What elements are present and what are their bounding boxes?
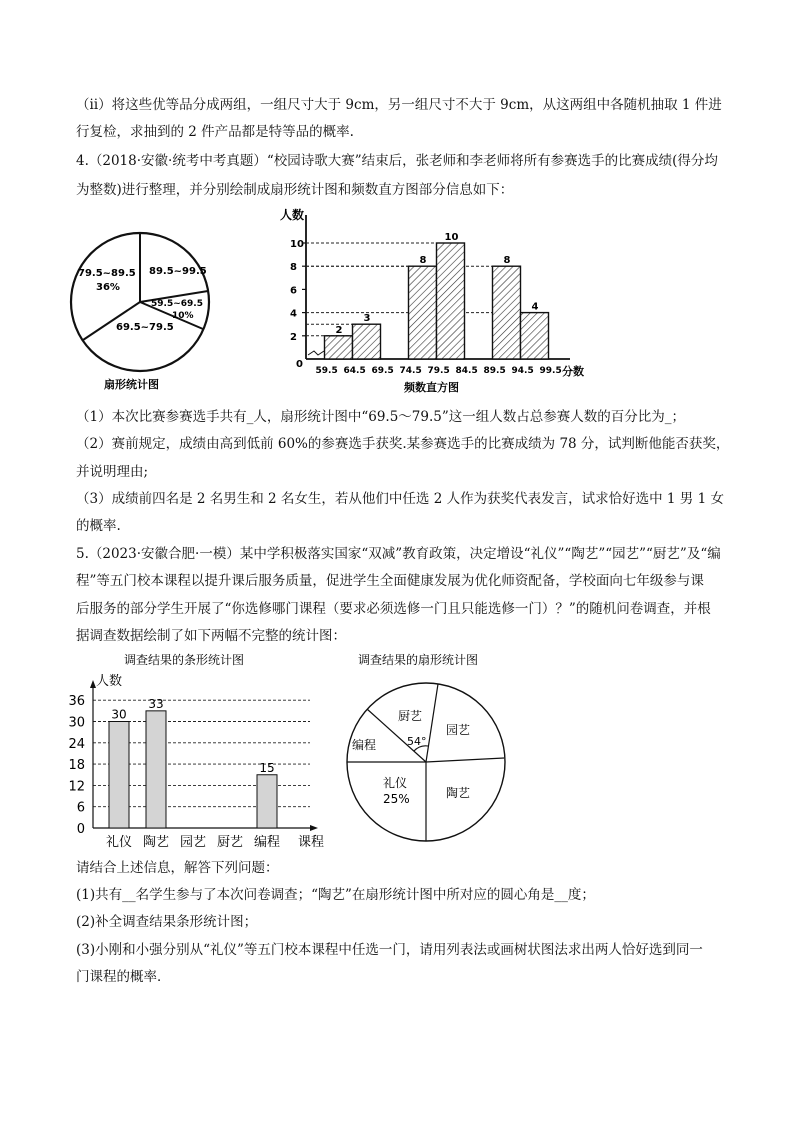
text-line: （ⅱ）将这些优等品分成两组，一组尺寸大于 9cm，另一组尺寸不大于 9cm，从这两组中各随机抽取 1 件进 (76, 97, 722, 113)
x-tick-label: 89.5 (483, 366, 506, 376)
text-line: (2)补全调查结果条形统计图； (76, 914, 258, 930)
bar (257, 775, 277, 828)
y-tick-label: 6 (76, 800, 85, 816)
pie-label: 89.5~99.5 (149, 266, 207, 277)
bar-value-label: 4 (531, 301, 539, 313)
y-tick-label: 36 (68, 694, 85, 710)
text-line: 据调查数据绘制了如下两幅不完整的统计图： (76, 628, 346, 644)
bar-value-label: 10 (444, 232, 459, 243)
y-tick-label: 18 (68, 758, 85, 774)
bar-value-label: 8 (419, 255, 427, 267)
x-axis-label: 课程 (298, 835, 325, 850)
bar (109, 722, 129, 829)
text-line: (3)小刚和小强分别从“礼仪”等五门校本课程中任选一门，请用列表法或画树状图法求出两人恰好选到同一 (76, 942, 703, 958)
x-axis-arrow (310, 825, 318, 831)
y-tick-label: 12 (68, 779, 85, 795)
text-line: 程”等五门校本课程以提升课后服务质量，促进学生全面健康发展为优化师资配备，学校面向七年级参与课 (76, 573, 704, 589)
pie-label: 69.5~79.5 (116, 322, 174, 333)
q4-histogram (270, 205, 600, 397)
pie-label: 礼仪 (383, 776, 408, 790)
chart-title: 调查结果的条形统计图 (124, 653, 245, 667)
y-axis-label: 人数 (96, 674, 123, 689)
x-tick-label: 84.5 (455, 366, 478, 376)
histogram-bar (521, 313, 549, 359)
q5-bar-chart (62, 650, 332, 855)
axis-break (308, 351, 324, 355)
pie-label: 25% (383, 792, 410, 806)
bar-value-label: 15 (259, 760, 275, 775)
pie-label: 36% (96, 282, 120, 293)
chart-title: 频数直方图 (404, 381, 459, 394)
x-tick-label: 99.5 (539, 366, 562, 376)
chart-title: 调查结果的扇形统计图 (358, 653, 479, 667)
histogram-bar (437, 243, 465, 359)
y-tick-label: 4 (290, 308, 297, 320)
text-line: （1）本次比赛参赛选手共有_人，扇形统计图中“69.5～79.5”这一组人数占总参赛人数的百分比为_； (76, 409, 686, 425)
pie-label: 编程 (352, 738, 377, 752)
pie-label: 陶艺 (446, 786, 471, 800)
text-line: 门课程的概率． (76, 969, 171, 985)
y-tick-label: 0 (76, 822, 85, 837)
pie-label: 79.5~89.5 (78, 268, 136, 279)
bar-value-label: 33 (148, 696, 164, 711)
y-tick-label: 8 (290, 262, 297, 274)
text-line: 行复检，求抽到的 2 件产品都是特等品的概率. (76, 124, 354, 140)
x-tick-label: 陶艺 (142, 835, 170, 850)
bar-value-label: 30 (111, 707, 127, 722)
y-axis-label: 人数 (280, 208, 305, 222)
question-4-title: 4.（2018·安徽·统考中考真题）“校园诗歌大赛”结束后，张老师和李老师将所有参赛选手的比赛成绩(得分均 (76, 153, 718, 169)
y-tick-label: 30 (68, 715, 85, 731)
x-tick-label: 59.5 (315, 366, 338, 376)
chart-title: 扇形统计图 (104, 378, 159, 391)
text-line: 请结合上述信息，解答下列问题： (76, 860, 279, 876)
q4-pie-chart (66, 222, 216, 397)
x-axis-label: 分数 (562, 365, 584, 378)
pie-label: 厨艺 (398, 709, 423, 723)
q5-pie-chart (336, 650, 536, 845)
x-tick-label: 厨艺 (216, 835, 244, 850)
x-tick-label: 94.5 (511, 366, 534, 376)
bar-value-label: 2 (335, 324, 343, 336)
angle-label: 54° (407, 735, 427, 748)
bar-value-label: 3 (363, 313, 371, 325)
text-line: 为整数)进行整理，并分别绘制成扇形统计图和频数直方图部分信息如下： (76, 182, 514, 198)
pie-label: 10% (172, 311, 194, 321)
histogram-bar (353, 324, 381, 359)
x-tick-label: 79.5 (427, 366, 450, 376)
histogram-bar (325, 336, 353, 359)
x-tick-label: 编程 (253, 835, 281, 850)
question-5-title: 5.（2023·安徽合肥·一模）某中学积极落实国家“双减”教育政策，决定增设“礼仪”“陶艺”“园艺”“厨艺”及“编 (76, 546, 721, 562)
bar (146, 711, 166, 828)
bar-value-label: 8 (503, 255, 511, 267)
text-line: 并说明理由; (76, 464, 149, 480)
x-tick-label: 礼仪 (105, 835, 133, 850)
text-line: 后服务的部分学生开展了“你选修哪门课程（要求必须选修一门且只能选修一门）？”的随机问卷调查，并根 (76, 601, 711, 617)
x-tick-label: 74.5 (399, 366, 422, 376)
text-line: （2）赛前规定，成绩由高到低前 60%的参赛选手获奖.某参赛选手的比赛成绩为 78 分，试判断他能否获奖， (76, 436, 730, 452)
histogram-bar (493, 266, 521, 359)
pie-label: 园艺 (446, 723, 471, 737)
origin-label: 0 (296, 359, 303, 370)
text-line: 的概率. (76, 518, 121, 534)
text-line: (1)共有__名学生参与了本次问卷调查；“陶艺”在扇形统计图中所对应的圆心角是__度； (76, 887, 595, 903)
y-tick-label: 6 (290, 285, 297, 297)
histogram-bar (409, 266, 437, 359)
pie-label: 59.5~69.5 (151, 299, 203, 309)
x-tick-label: 园艺 (179, 835, 207, 850)
y-tick-label: 2 (290, 331, 297, 343)
text-line: （3）成绩前四名是 2 名男生和 2 名女生，若从他们中任选 2 人作为获奖代表发言，试求恰好选中 1 男 1 女 (76, 491, 724, 507)
y-tick-label: 10 (290, 239, 304, 250)
x-tick-label: 69.5 (371, 366, 394, 376)
y-tick-label: 24 (68, 736, 85, 752)
x-tick-label: 64.5 (343, 366, 366, 376)
